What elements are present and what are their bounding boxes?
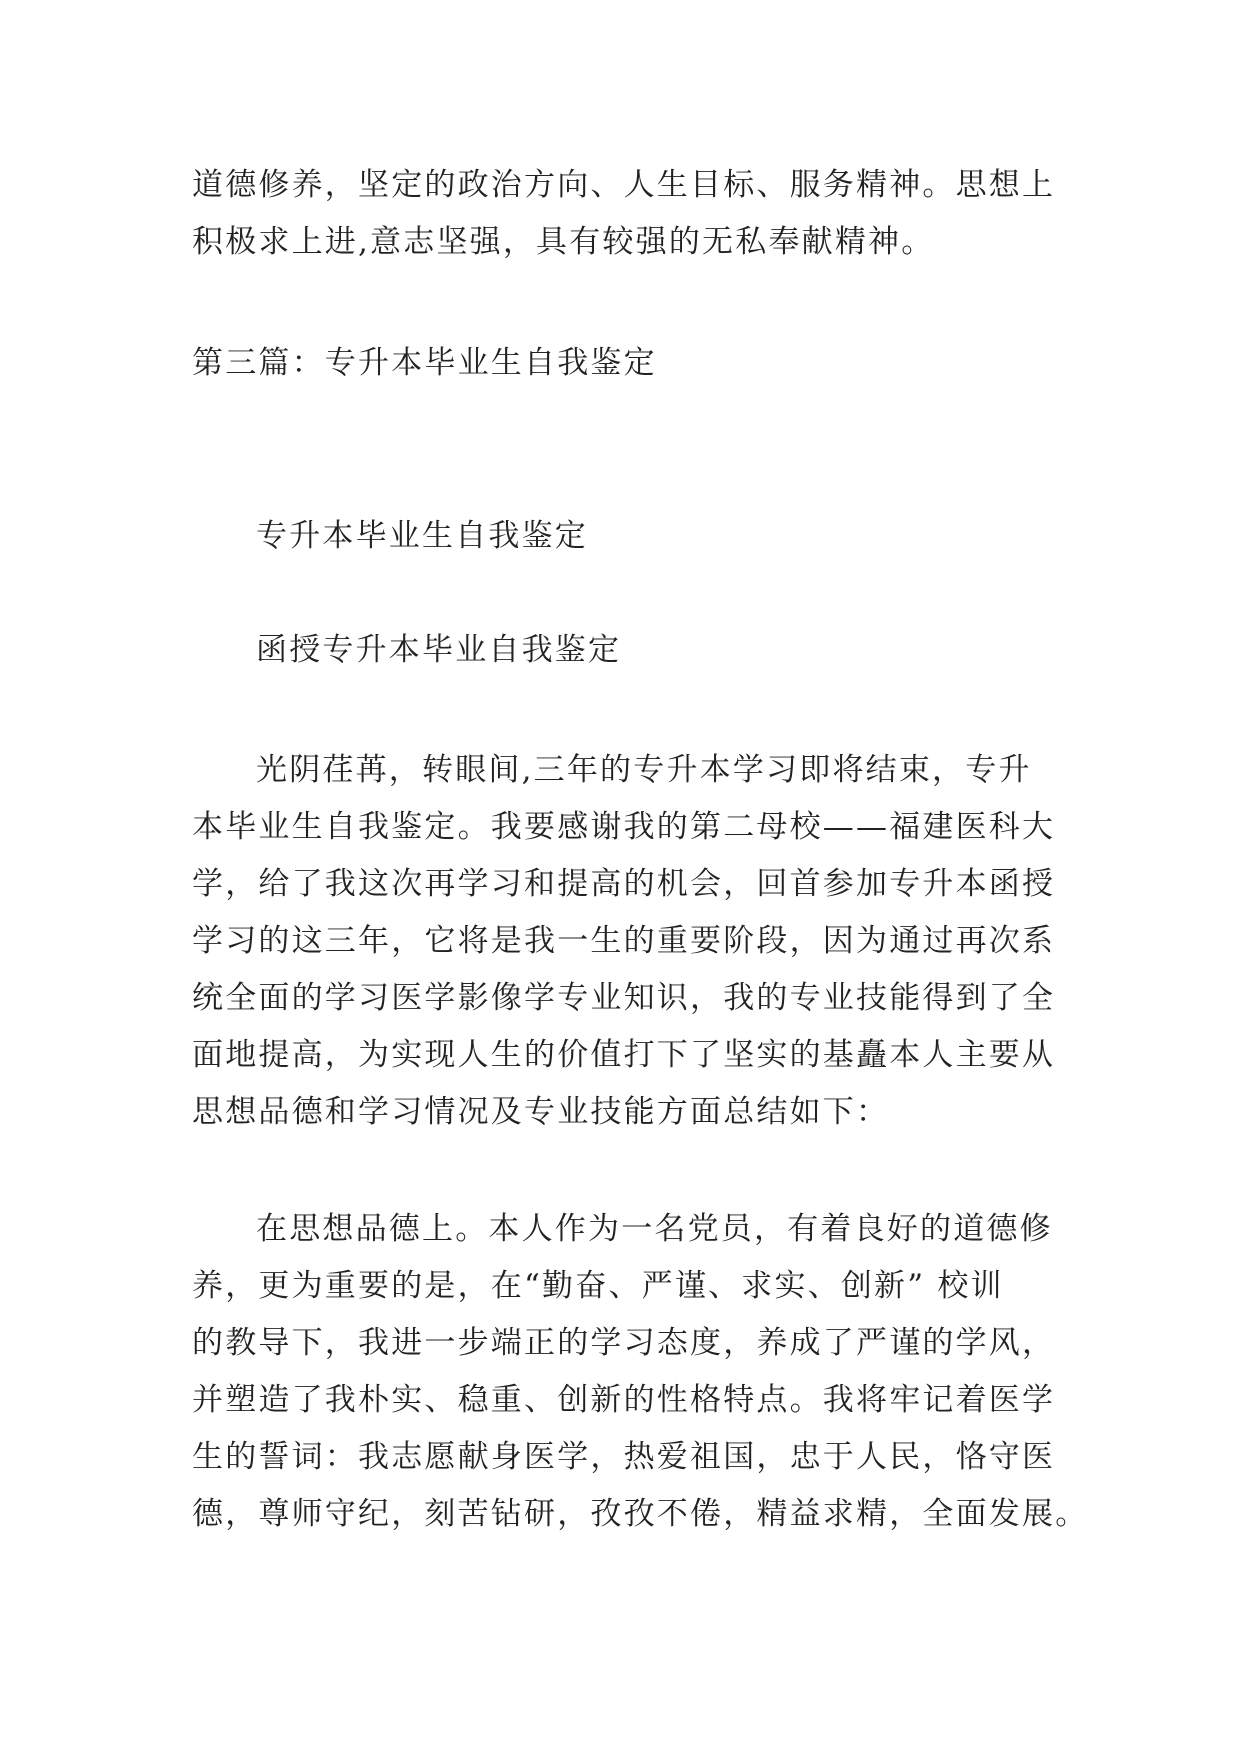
text-line: 面地提高，为实现人生的价值打下了坚实的基矗本人主要从	[192, 1037, 1056, 1073]
text-line: 的教导下，我进一步端正的学习态度，养成了严谨的学风，	[192, 1325, 1056, 1361]
text-line: 学，给了我这次再学习和提高的机会，回首参加专升本函授	[192, 866, 1056, 902]
text-line: 在思想品德上。本人作为一名党员，有着良好的道德修	[256, 1211, 1053, 1247]
text-line: 本毕业生自我鉴定。我要感谢我的第二母校——福建医科大	[192, 809, 1056, 845]
article-title: 专升本毕业生自我鉴定	[256, 518, 588, 554]
text-line: 光阴荏苒，转眼间,三年的专升本学习即将结束，专升	[256, 752, 1032, 788]
text-line: 养，更为重要的是，在“勤奋、严谨、求实、创新” 校训	[192, 1268, 1004, 1304]
text-line: 积极求上进,意志坚强，具有较强的无私奉献精神。	[192, 224, 935, 260]
section-heading: 第三篇：专升本毕业生自我鉴定	[192, 345, 657, 381]
text-line: 德，尊师守纪，刻苦钻研，孜孜不倦，精益求精，全面发展。	[192, 1496, 1089, 1532]
text-line: 统全面的学习医学影像学专业知识，我的专业技能得到了全	[192, 980, 1056, 1016]
article-subtitle: 函授专升本毕业自我鉴定	[256, 632, 622, 668]
text-line: 道德修养，坚定的政治方向、人生目标、服务精神。思想上	[192, 167, 1056, 203]
text-line: 生的誓词：我志愿献身医学，热爱祖国，忠于人民，恪守医	[192, 1439, 1056, 1475]
text-line: 思想品德和学习情况及专业技能方面总结如下：	[192, 1094, 890, 1130]
text-line: 并塑造了我朴实、稳重、创新的性格特点。我将牢记着医学	[192, 1382, 1056, 1418]
text-line: 学习的这三年，它将是我一生的重要阶段，因为通过再次系	[192, 923, 1056, 959]
